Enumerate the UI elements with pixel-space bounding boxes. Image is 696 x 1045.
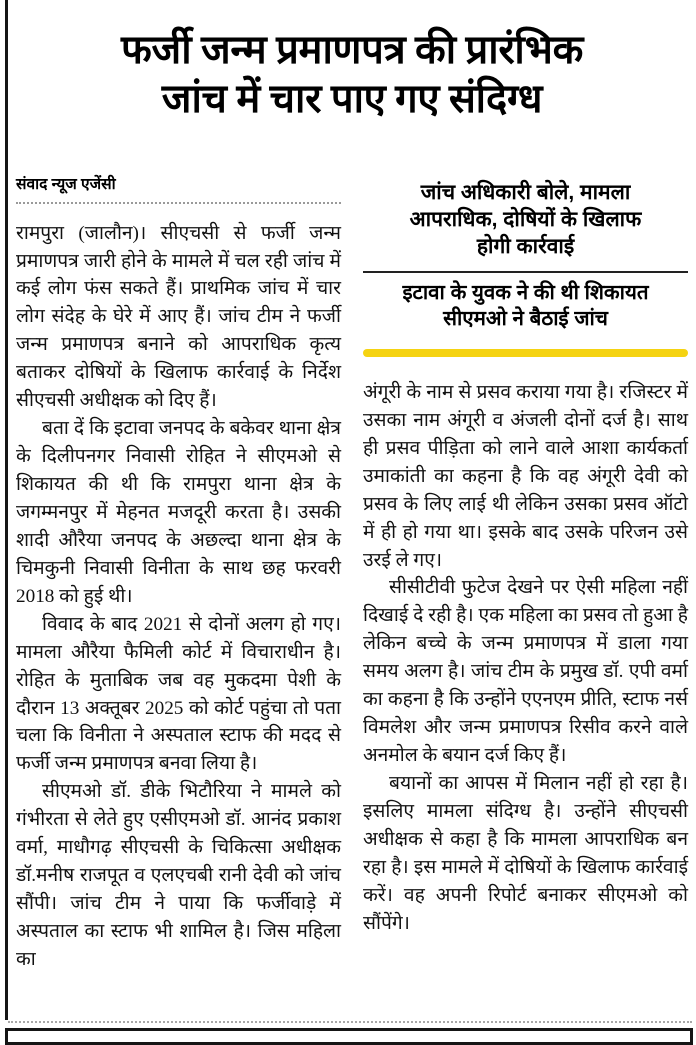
article-columns [16,176,688,974]
right-column-body [363,379,688,938]
headline-line-2: जांच में चार पाए गए संदिग्ध [161,75,543,121]
accent-bar [363,349,688,357]
page-bottom-frame [5,1028,693,1045]
subheadline-deck [363,176,688,343]
deck-subtitle-line-2: सीएमओ ने बैठाई जांच [443,307,608,331]
left-column [16,176,341,974]
deck-title [363,176,688,269]
headline-line-1: फर्जी जन्म प्रमाणपत्र की प्रारंभिक [120,27,584,72]
deck-subtitle-line-1: इटावा के युवक ने की थी शिकायत [402,280,649,304]
left-column-body [16,220,341,974]
byline-agency: संवाद न्यूज एजेंसी [16,176,116,193]
page-bottom-dotted-rule [8,1021,692,1023]
paragraph: सीसीटीवी फुटेज देखने पर ऐसी महिला नहीं दिखाई दे रही है। एक महिला का प्रसव तो हुआ है लेकिन बच्चे के जन्म प्रमाणपत्र में डाला गया समय अलग है। जांच टीम के प्रमुख डॉ. एपी वर्मा का कहना है कि उन्होंने एएनएम प्रीति, स्टाफ नर्स विमलेश और जन्म प्रमाणपत्र रिसीव करने वाले अनमोल के बयान दर्ज किए हैं। [363,577,688,767]
paragraph: रामपुरा (जालौन)। सीएचसी से फर्जी जन्म प्रमाणपत्र जारी होने के मामले में चल रही जांच में कई लोग फंस सकते हैं। प्राथमिक जांच में चार लोग संदेह के घेरे में आए हैं। जांच टीम ने फर्जी जन्म प्रमाणपत्र बनाने को आपराधिक कृत्य बताकर दोषियों के खिलाफ कार्रवाई के निर्देश सीएचसी अधीक्षक को दिए हैं। [16,222,341,412]
right-column [363,176,688,974]
deck-subtitle [363,280,688,343]
page-title [16,26,688,124]
page-inner [16,0,688,1045]
paragraph: अंगूरी के नाम से प्रसव कराया गया है। रजिस्टर में उसका नाम अंगूरी व अंजली दोनों दर्ज है। साथ ही प्रसव पीड़िता को लाने वाले आशा कार्यकर्ता उमाकांती का कहना है कि वह अंगूरी देवी को प्रसव के लिए लाई थी लेकिन उसका प्रसव ऑटो में ही हो गया था। इसके बाद उसके परिजन उसे उरई ले गए। [363,381,688,571]
deck-title-line-1: जांच अधिकारी बोले, मामला [420,181,631,204]
paragraph: बयानों का आपस में मिलान नहीं हो रहा है। इसलिए मामला संदिग्ध है। उन्होंने सीएचसी अधीक्षक से कहा है कि मामला आपराधिक बन रहा है। इस मामले में दोषियों के खिलाफ कार्रवाई करें। वह अपनी रिपोर्ट बनाकर सीएमओ को सौंपेंगे। [363,773,688,934]
byline-divider [16,202,341,204]
paragraph: बता दें कि इटावा जनपद के बकेवर थाना क्षेत्र के दिलीपनगर निवासी रोहित ने सीएमओ से शिकायत की थी कि रामपुरा थाना क्षेत्र के जगम्मनपुर में मेहनत मजदूरी करता है। उसकी शादी औरैया जनपद के अछल्दा थाना क्षेत्र के चिमकुनी निवासी विनीता के साथ छह फरवरी 2018 को हुई थी। [16,418,341,607]
paragraph: विवाद के बाद 2021 से दोनों अलग हो गए। मामला औरैया फैमिली कोर्ट में विचाराधीन है। रोहित के मुताबिक जब वह मुकदमा पेशी के दौरान 13 अक्तूबर 2025 को कोर्ट पहुंचा तो पता चला कि विनीता ने अस्पताल स्टाफ की मदद से फर्जी जन्म प्रमाणपत्र बनवा लिया है। [16,613,341,775]
deck-title-line-2: आपराधिक, दोषियों के खिलाफ [409,207,642,231]
deck-title-line-3: होगी कार्रवाई [476,234,575,258]
page-left-border [5,0,8,1020]
paragraph: सीएमओ डॉ. डीके भिटौरिया ने मामले को गंभीरता से लेते हुए एसीएमओ डॉ. आनंद प्रकाश वर्मा, माधौगढ़ सीएचसी के चिकित्सा अधीक्षक डॉ.मनीष राजपूत व एलएचबी रानी देवी को जांच सौंपी। जांच टीम ने पाया कि फर्जीवाड़े में अस्पताल का स्टाफ भी शामिल है। जिस महिला का [16,781,341,970]
deck-divider [363,271,688,273]
